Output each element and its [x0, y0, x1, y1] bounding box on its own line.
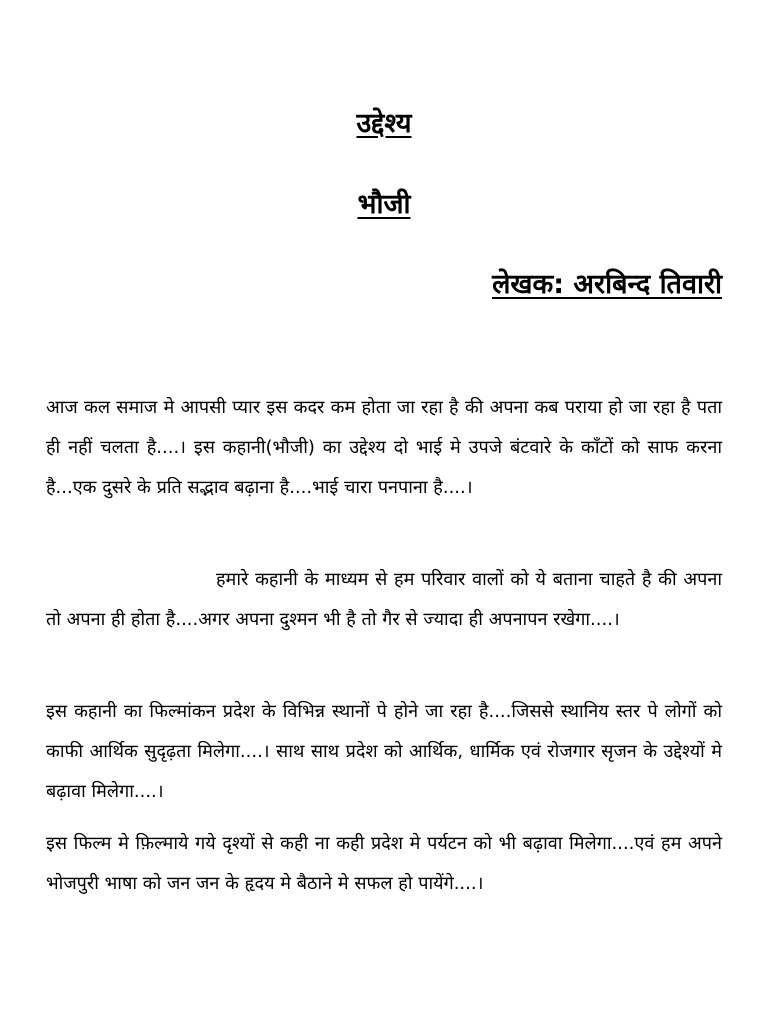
story-title: भौजी: [357, 189, 411, 220]
paragraph-2: हमारे कहानी के माध्यम से हम परिवार वालों को ये बताना चाहते है की अपना तो अपना ही होता है....अगर अपना दुश्मन भी है तो गैर से ज्यादा ही अपनापन रखेगा....।: [46, 569, 722, 630]
document-heading: उद्देश्य: [356, 108, 412, 139]
paragraph-4: इस फिल्म मे फ़िल्माये गये दृश्यों से कही ना कही प्रदेश मे पर्यटन को भी बढ़ावा मिलेगा....एवं हम अपने भोजपुरी भाषा को जन जन के हृदय मे बैठाने मे सफल हो पायेंगे....।: [46, 833, 722, 894]
paragraph-3: इस कहानी का फिल्मांकन प्रदेश के विभिन्न स्थानों पे होने जा रहा है....जिससे स्थानिय स्तर पे लोगों को काफी आर्थिक सुदृढ़ता मिलेगा....। साथ साथ प्रदेश को आर्थिक, धार्मिक एवं रोजगार सृजन के उद्देश्यों मे बढ़ावा मिलेगा....।: [46, 701, 722, 802]
author-line: लेखक: अरबिन्द तिवारी: [492, 269, 722, 300]
paragraph-1: आज कल समाज मे आपसी प्यार इस कदर कम होता जा रहा है की अपना कब पराया हो जा रहा है पता ही नहीं चलता है....। इस कहानी(भौजी) का उद्देश्य दो भाई मे उपजे बंटवारे के काँटों को साफ करना है...एक दुसरे के प्रति सद्भाव बढ़ाना है....भाई चारा पनपाना है....।: [46, 397, 722, 498]
